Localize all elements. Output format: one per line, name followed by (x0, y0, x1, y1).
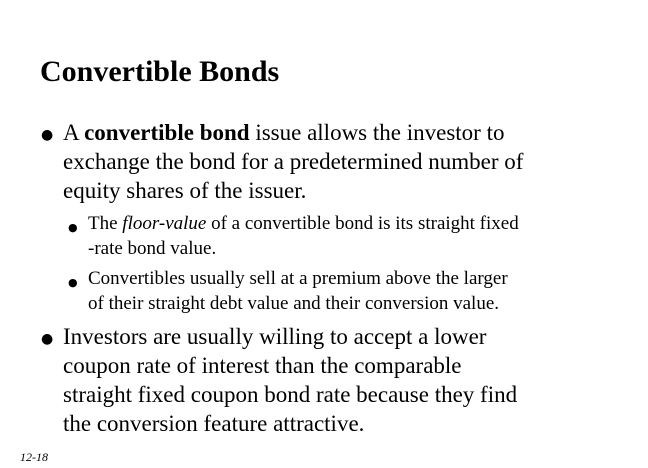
page-number: 12-18 (20, 450, 48, 464)
sub-bullet-line: -rate bond value. (88, 238, 217, 259)
bullet-icon: ● (68, 221, 78, 234)
bullet-convertible-bond (41, 118, 633, 205)
italic-term: floor-value (122, 213, 207, 234)
bullet-investors (41, 322, 633, 438)
bullet-icon: ● (41, 127, 54, 143)
bullet-line: Investors are usually willing to accept a lower (63, 324, 487, 349)
sub-bullet-line: The floor-value of a convertible bond is its straight fixed (88, 213, 519, 234)
bullet-line: equity shares of the issuer. (63, 178, 307, 203)
bold-term: convertible bond (84, 120, 250, 145)
bullet-line: A convertible bond issue allows the investor to (63, 120, 505, 145)
sub-bullet-floor-value (68, 211, 633, 261)
bullet-icon: ● (68, 276, 78, 289)
bullet-icon: ● (41, 331, 54, 347)
bullet-line: exchange the bond for a predetermined number of (63, 149, 524, 174)
sub-bullet-premium (68, 266, 633, 316)
bullet-line: the conversion feature attractive. (63, 411, 365, 436)
sub-bullet-line: Convertibles usually sell at a premium above the larger (88, 268, 508, 289)
bullet-line: straight fixed coupon bond rate because they find (63, 382, 518, 407)
slide-title: Convertible Bonds (40, 55, 280, 88)
bullet-line: coupon rate of interest than the comparable (63, 353, 462, 378)
sub-bullet-line: of their straight debt value and their conversion value. (88, 293, 500, 314)
